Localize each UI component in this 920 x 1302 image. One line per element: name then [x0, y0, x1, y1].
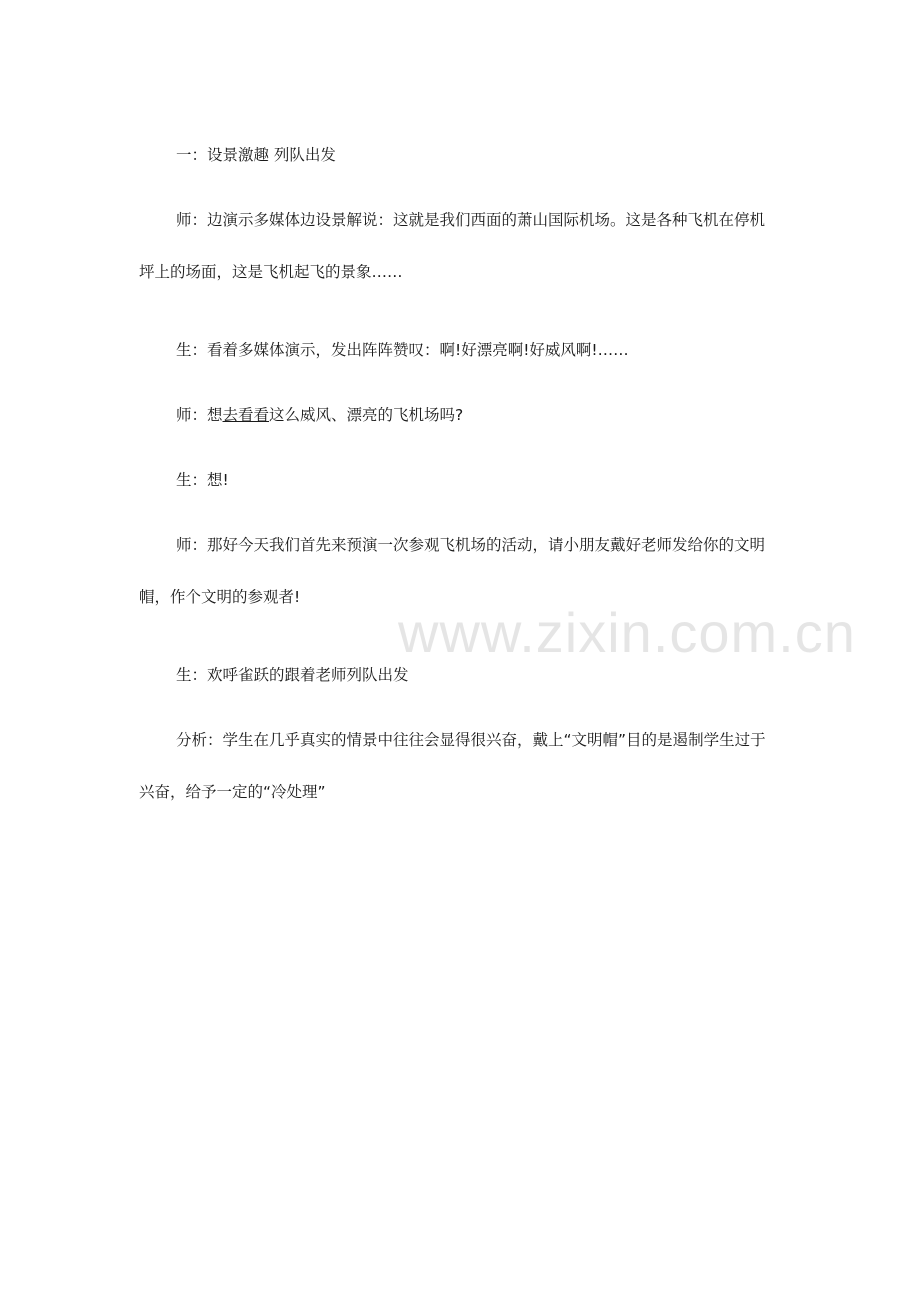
underlined-phrase: 去看看 [222, 406, 270, 424]
paragraph-teacher-instruction: 师：那好今天我们首先来预演一次参观飞机场的活动，请小朋友戴好老师发给你的文明帽，作个文明的参观者! [139, 536, 766, 606]
question-suffix: 这么威风、漂亮的飞机场吗? [269, 406, 464, 424]
paragraph-student-reaction: 生：看着多媒体演示，发出阵阵赞叹：啊!好漂亮啊!好威风啊!…… [176, 341, 629, 359]
paragraph-teacher-intro: 师：边演示多媒体边设景解说：这就是我们西面的萧山国际机场。这是各种飞机在停机坪上的场面，这是飞机起飞的景象…… [139, 211, 766, 281]
paragraph-student-answer: 生：想! [176, 471, 229, 489]
paragraph-analysis: 分析：学生在几乎真实的情景中往往会显得很兴奋，戴上“文明帽”目的是遏制学生过于兴奋，给予一定的“冷处理” [139, 731, 766, 801]
watermark: www.zixin.com.cn [398, 601, 856, 664]
section-heading: 一：设景激趣 列队出发 [176, 146, 336, 164]
question-prefix: 师：想 [176, 406, 223, 424]
document-body [139, 142, 780, 857]
paragraph-teacher-question [139, 402, 780, 428]
paragraph-student-action: 生：欢呼雀跃的跟着老师列队出发 [176, 666, 409, 684]
